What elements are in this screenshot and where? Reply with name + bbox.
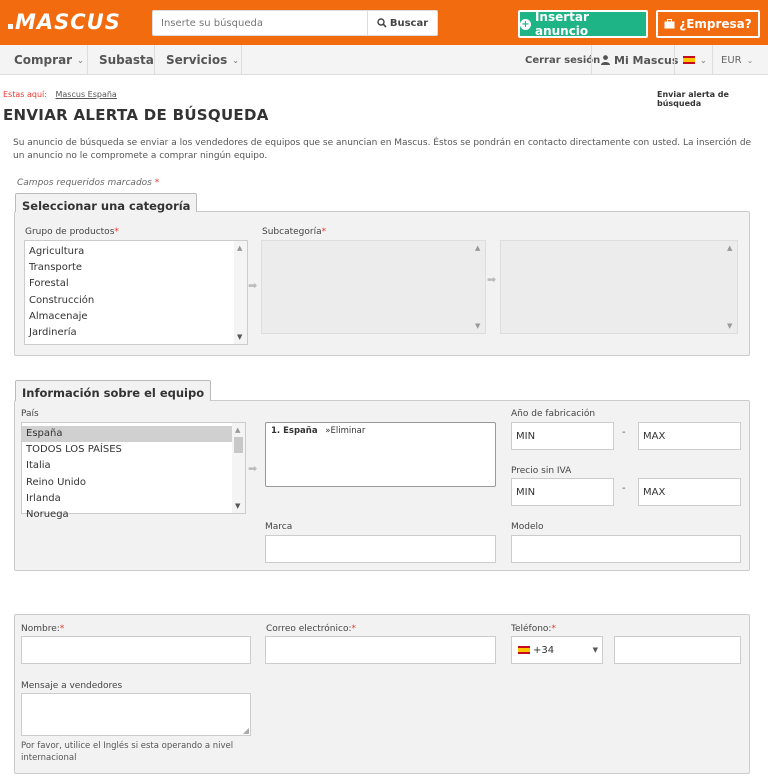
arrow-right-icon: ➡ <box>248 462 258 475</box>
scrollbar[interactable] <box>232 423 245 513</box>
chevron-down-icon: ⌄ <box>746 55 754 65</box>
year-min-input[interactable]: MIN <box>511 422 614 450</box>
dropdown-arrow-icon: ▼ <box>592 646 598 654</box>
scrollbar <box>724 241 737 333</box>
year-label: Año de fabricación <box>511 409 596 419</box>
list-item[interactable]: Forestal <box>29 278 69 290</box>
category-tab: Seleccionar una categoría <box>15 193 197 212</box>
breadcrumb: Estas aquí: Mascus España <box>3 90 117 99</box>
language-selector[interactable] <box>674 45 712 75</box>
nav-subasta[interactable]: Subasta <box>88 45 155 75</box>
message-textarea[interactable] <box>21 693 251 736</box>
range-dash: - <box>622 483 626 494</box>
my-mascus-link[interactable]: Mi Mascus <box>591 45 678 75</box>
scroll-down-icon[interactable]: ▼ <box>235 502 241 510</box>
scroll-up-icon: ▲ <box>727 244 733 252</box>
list-item[interactable]: Construcción <box>29 294 95 306</box>
range-dash: - <box>622 427 626 438</box>
list-item[interactable]: Reino Unido <box>26 476 86 488</box>
list-item[interactable]: Irlanda <box>26 492 61 504</box>
required-note: Campos requeridos marcados * <box>17 178 160 188</box>
price-max-input[interactable]: MAX <box>638 478 741 506</box>
model-input[interactable] <box>511 535 741 563</box>
list-item[interactable]: Transporte <box>29 262 83 274</box>
scroll-thumb[interactable] <box>234 437 243 453</box>
scroll-down-icon[interactable]: ▼ <box>237 333 243 341</box>
list-item[interactable]: Agricultura <box>29 246 85 257</box>
list-item[interactable]: Noruega <box>26 508 69 520</box>
search-box <box>152 10 438 36</box>
main-nav <box>0 45 768 75</box>
name-label: Nombre:* <box>21 624 65 634</box>
page-title: ENVIAR ALERTA DE BÚSQUEDA <box>3 106 269 124</box>
breadcrumb-link[interactable]: Mascus España <box>55 90 117 99</box>
subcategory-list <box>261 240 486 334</box>
subcategory-label: Subcategoría* <box>262 227 327 237</box>
phone-code-select[interactable]: +34 ▼ <box>511 636 603 664</box>
top-header <box>0 0 768 45</box>
nav-comprar[interactable]: Comprar ⌄ <box>0 45 88 75</box>
briefcase-icon <box>664 19 675 29</box>
scrollbar[interactable] <box>234 241 247 344</box>
list-item[interactable]: España <box>22 426 245 442</box>
phone-input[interactable] <box>614 636 741 664</box>
country-label: País <box>21 409 39 419</box>
country-list[interactable] <box>21 422 246 520</box>
resize-handle-icon[interactable]: ◢ <box>242 726 249 735</box>
plus-icon: + <box>521 18 530 30</box>
company-button[interactable]: ¿Empresa? <box>656 10 760 38</box>
chevron-down-icon: ⌄ <box>232 55 239 65</box>
scroll-up-icon[interactable]: ▲ <box>237 244 243 252</box>
equipment-tab: Información sobre el equipo <box>15 380 211 401</box>
logout-link[interactable]: Cerrar sesión <box>525 54 601 66</box>
brand-label: Marca <box>265 522 293 532</box>
message-hint: Por favor, utilice el Inglés si esta operando a nivel internacional <box>21 741 234 763</box>
phone-label: Teléfono:* <box>511 624 556 634</box>
user-icon <box>601 55 610 65</box>
insert-ad-button[interactable]: + Insertar anuncio <box>518 10 648 38</box>
price-label: Precio sin IVA <box>511 466 572 476</box>
search-icon <box>377 18 387 28</box>
third-level-list <box>500 240 738 334</box>
price-min-input[interactable]: MIN <box>511 478 614 506</box>
scrollbar <box>472 241 485 333</box>
product-group-label: Grupo de productos* <box>25 227 119 237</box>
list-item[interactable]: Italia <box>26 460 51 472</box>
scroll-up-icon[interactable]: ▲ <box>235 426 241 434</box>
model-label: Modelo <box>511 522 544 532</box>
search-input[interactable] <box>153 11 367 35</box>
scroll-down-icon: ▼ <box>727 322 733 330</box>
email-label: Correo electrónico:* <box>266 624 356 634</box>
scroll-up-icon: ▲ <box>475 244 481 252</box>
brand-input[interactable] <box>265 535 496 563</box>
spain-flag-icon <box>683 56 695 64</box>
search-button[interactable]: Buscar <box>367 11 437 35</box>
remove-link[interactable]: »Eliminar <box>325 426 366 436</box>
nav-servicios[interactable]: Servicios ⌄ <box>155 45 242 75</box>
intro-text: Su anuncio de búsqueda se enviar a los vendedores de equipos que se anuncian en Mascus. Éstos se pondrán en contacto directamente con usted. La inserción de un anuncio no le compromete a comprar ningún equipo. <box>13 138 752 161</box>
arrow-right-icon: ➡ <box>248 279 258 292</box>
arrow-right-icon: ➡ <box>487 273 497 286</box>
list-item[interactable]: Almacenaje <box>29 310 88 322</box>
breadcrumb-current: Enviar alerta de búsqueda <box>657 90 729 108</box>
year-max-input[interactable]: MAX <box>638 422 741 450</box>
selected-countries-box: 1. España »Eliminar <box>265 422 496 487</box>
product-group-list[interactable] <box>24 240 248 345</box>
message-label: Mensaje a vendedores <box>21 681 123 691</box>
chevron-down-icon: ⌄ <box>700 55 707 65</box>
email-input[interactable] <box>265 636 496 664</box>
spain-flag-icon <box>518 646 530 654</box>
scroll-down-icon: ▼ <box>475 322 481 330</box>
chevron-down-icon: ⌄ <box>77 55 84 65</box>
currency-selector[interactable]: EUR ⌄ <box>712 45 753 75</box>
list-item[interactable]: Jardinería <box>29 326 77 338</box>
mascus-logo[interactable]: MASCUS <box>8 10 121 34</box>
list-item[interactable]: TODOS LOS PAÍSES <box>26 444 122 456</box>
name-input[interactable] <box>21 636 251 664</box>
